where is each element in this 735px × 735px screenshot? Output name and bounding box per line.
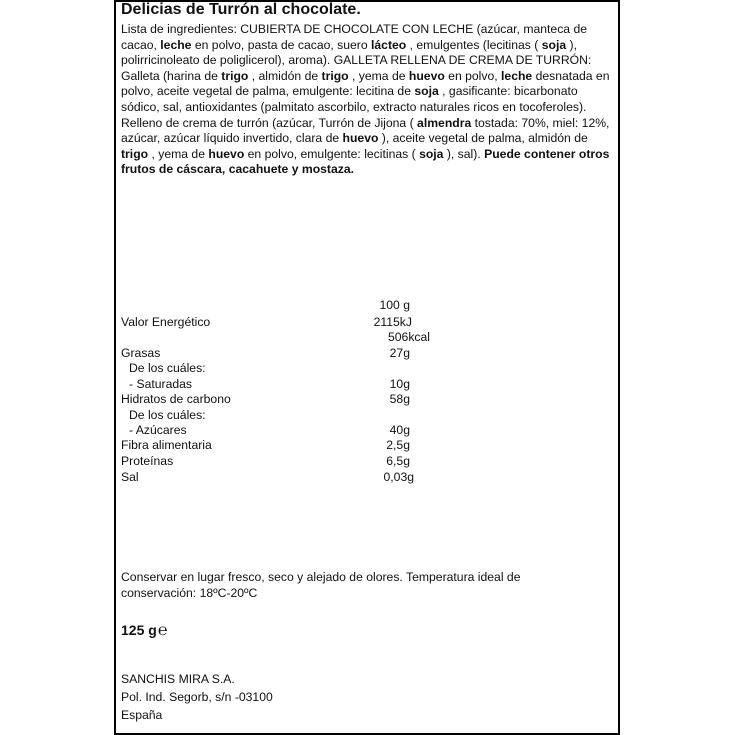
ingredient-text: , gasificante: bicarbonato sódico, sal, antioxidantes (palmitato ascorbilo, extracto naturales ricos en tocoferoles). Relleno de crema de turrón (azúcar, Turrón de Jijona ( <box>121 84 587 130</box>
nutrient-value: 58g <box>389 392 410 406</box>
ingredient-text: en polvo, pasta de cacao, suero <box>191 37 372 52</box>
allergen-text: Puede contener otros frutos de cáscara, cacahuete y mostaza. <box>121 146 610 177</box>
allergen-text: soja <box>419 146 444 161</box>
company-info <box>121 670 273 724</box>
ingredient-text: , almidón de <box>248 68 322 83</box>
nutrient-value: 10g <box>389 377 410 391</box>
net-weight <box>121 622 167 640</box>
nutrient-label: Valor Energético <box>121 315 211 329</box>
allergen-text: huevo <box>208 146 245 161</box>
allergen-text: soja <box>541 37 567 52</box>
nutrient-label: Sal <box>121 470 139 484</box>
nutrient-label: - Azúcares <box>129 423 187 437</box>
allergen-text: almendra <box>417 115 472 130</box>
nutrient-value: 2,5g <box>386 438 410 452</box>
company-country: España <box>121 708 163 722</box>
ingredient-text: ), sal). <box>443 146 485 161</box>
ingredient-text: ), polirricinoleato de poliglicerol), aroma). GALLETA RELLENA DE CREMA DE TURRÓN: Galleta (harina de <box>121 37 592 83</box>
estimated-sign-icon: ℮ <box>157 622 168 639</box>
ingredient-text: Lista de ingredientes: CUBIERTA DE CHOCOLATE CON LECHE (azúcar, manteca de cacao, <box>121 22 588 52</box>
ingredient-text: , emulgentes (lecitinas ( <box>406 37 542 52</box>
allergen-text: lácteo <box>371 37 407 52</box>
nutrient-label: Hidratos de carbono <box>121 392 231 406</box>
allergen-text: leche <box>160 37 192 52</box>
product-title: Delicias de Turrón al chocolate. <box>121 1 361 18</box>
ingredient-text: tostada: 70%, miel: 12%, azúcar, azúcar líquido invertido, clara de <box>121 115 610 146</box>
nutrient-label: Fibra alimentaria <box>121 438 212 452</box>
net-weight-value: 125 g <box>121 622 157 638</box>
nutrient-value: 2115kJ <box>373 315 412 329</box>
allergen-text: trigo <box>121 146 149 161</box>
allergen-text: leche <box>501 68 533 83</box>
ingredient-text: ), aceite vegetal de palma, almidón de <box>378 131 588 146</box>
nutrient-label: - Saturadas <box>129 377 193 391</box>
ingredient-text: desnatada en polvo, aceite vegetal de palma, emulgente: lecitina de <box>121 68 610 99</box>
company-name: SANCHIS MIRA S.A. <box>121 672 235 686</box>
ingredient-text: en polvo, <box>444 68 502 83</box>
ingredient-text: , yema de <box>148 146 209 161</box>
allergen-text: huevo <box>408 68 445 83</box>
nutrient-label: De los cuáles: <box>129 408 206 422</box>
nutrient-label: De los cuáles: <box>129 361 206 375</box>
ingredient-text: en polvo, emulgente: lecitinas ( <box>244 146 420 161</box>
nutrient-value: 27g <box>389 346 410 360</box>
company-address: Pol. Ind. Segorb, s/n -03100 <box>121 690 273 704</box>
nutrition-header: 100 g <box>379 298 410 312</box>
ingredient-text: , yema de <box>348 68 409 83</box>
nutrient-value: 6,5g <box>386 454 410 468</box>
nutrient-value: 0,03g <box>383 470 414 484</box>
nutrient-label: Proteínas <box>121 454 174 468</box>
ingredients-list <box>121 22 617 178</box>
allergen-text: soja <box>414 84 439 99</box>
nutrient-label: Grasas <box>121 346 161 360</box>
allergen-text: trigo <box>221 68 249 83</box>
allergen-text: huevo <box>342 131 379 146</box>
nutrient-value: 506kcal <box>387 330 430 344</box>
nutrient-value: 40g <box>389 423 410 437</box>
allergen-text: trigo <box>321 68 349 83</box>
storage-instructions: Conservar en lugar fresco, seco y alejado de olores. Temperatura ideal de conservación: 18ºC-20ºC <box>121 570 521 600</box>
